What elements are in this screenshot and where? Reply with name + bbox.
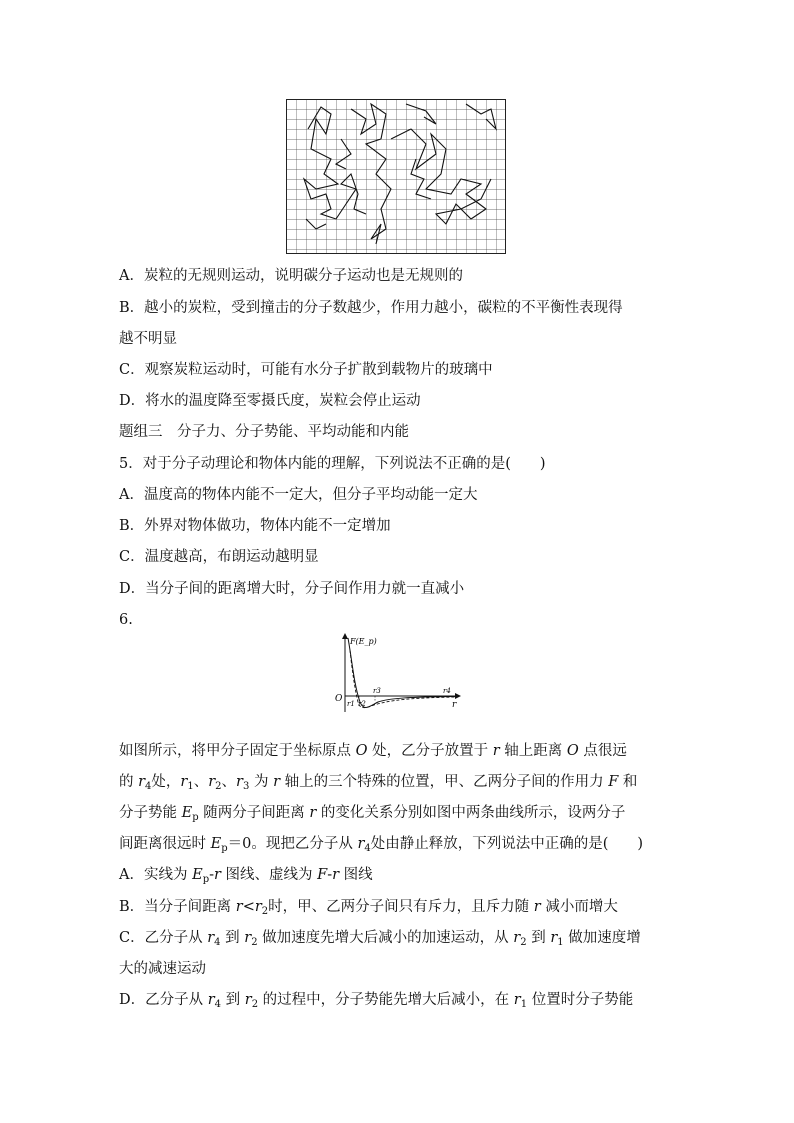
q6-option-c-line1: C．乙分子从 $r_4$ 到 $r_2$ 做加速度先增大后减小的加速运动，从 $r_2$ 到 $r_1$ 做加速度增 bbox=[119, 930, 641, 948]
q5-option-a: A．温度高的物体内能不一定大，但分子平均动能一定大 bbox=[119, 487, 478, 503]
r2-label: r2 bbox=[358, 700, 366, 708]
q4-option-b-line1: B．越小的炭粒，受到撞击的分子数越少，作用力越小，碳粒的不平衡性表现得 bbox=[119, 300, 623, 316]
q6-number: 6. bbox=[119, 612, 133, 628]
grid bbox=[287, 100, 506, 254]
dashed-curve bbox=[350, 650, 455, 708]
molecular-force-graph bbox=[330, 630, 465, 715]
q4-option-a: A．炭粒的无规则运动，说明碳分子运动也是无规则的 bbox=[119, 268, 463, 284]
r3-label: r3 bbox=[373, 687, 381, 695]
q5-option-b: B．外界对物体做功，物体内能不一定增加 bbox=[119, 518, 391, 534]
q6-option-c-line2: 大的减速运动 bbox=[119, 961, 206, 977]
q4-option-c: C．观察炭粒运动时，可能有水分子扩散到载物片的玻璃中 bbox=[119, 362, 493, 378]
origin-label: O bbox=[335, 694, 343, 704]
q4-option-d: D．将水的温度降至零摄氏度，炭粒会停止运动 bbox=[119, 393, 421, 409]
q6-option-b: B．当分子间距离 $r<r_2$时，甲、乙两分子间只有斥力，且斥力随 r 减小而增大 bbox=[119, 899, 618, 917]
q6-option-d: D．乙分子从 $r_4$ 到 $r_2$ 的过程中，分子势能先增大后减小，在 $r_1$ 位置时分子势能 bbox=[119, 992, 634, 1010]
q4-option-b-line2: 越不明显 bbox=[119, 331, 177, 347]
q6-stem-line1: 如图所示，将甲分子固定于坐标原点 O 处，乙分子放置于 r 轴上距离 O 点很远 bbox=[119, 743, 627, 759]
r1-label: r1 bbox=[347, 700, 355, 708]
q5-option-d: D．当分子间的距离增大时，分子间作用力就一直减小 bbox=[119, 581, 465, 597]
q6-option-a: A．实线为 $E_p-r$ 图线、虚线为 F-r 图线 bbox=[119, 867, 373, 885]
y-axis-label: F(E_p) bbox=[350, 637, 377, 646]
section-title: 题组三 分子力、分子势能、平均动能和内能 bbox=[119, 424, 409, 440]
brownian-motion-figure bbox=[286, 99, 506, 254]
q6-stem-line4: 间距离很远时 $E_p=0$。现把乙分子从 $r_4$处由静止释放，下列说法中正确的是( ) bbox=[119, 836, 644, 854]
q5-stem: 5．对于分子动理论和物体内能的理解，下列说法不正确的是( ) bbox=[119, 456, 546, 472]
q6-stem-line2: 的 $r_4$处，$r_1$、$r_2$、$r_3$ 为 r 轴上的三个特殊的位置，甲、乙两分子间的作用力 F 和 bbox=[119, 774, 638, 792]
q5-option-c: C．温度越高，布朗运动越明显 bbox=[119, 549, 319, 565]
r4-label: r4 bbox=[443, 687, 451, 695]
q6-stem-line3: 分子势能 $E_p$ 随两分子间距离 r 的变化关系分别如图中两条曲线所示，设两分子 bbox=[119, 805, 626, 823]
x-axis-label: r bbox=[452, 700, 457, 710]
